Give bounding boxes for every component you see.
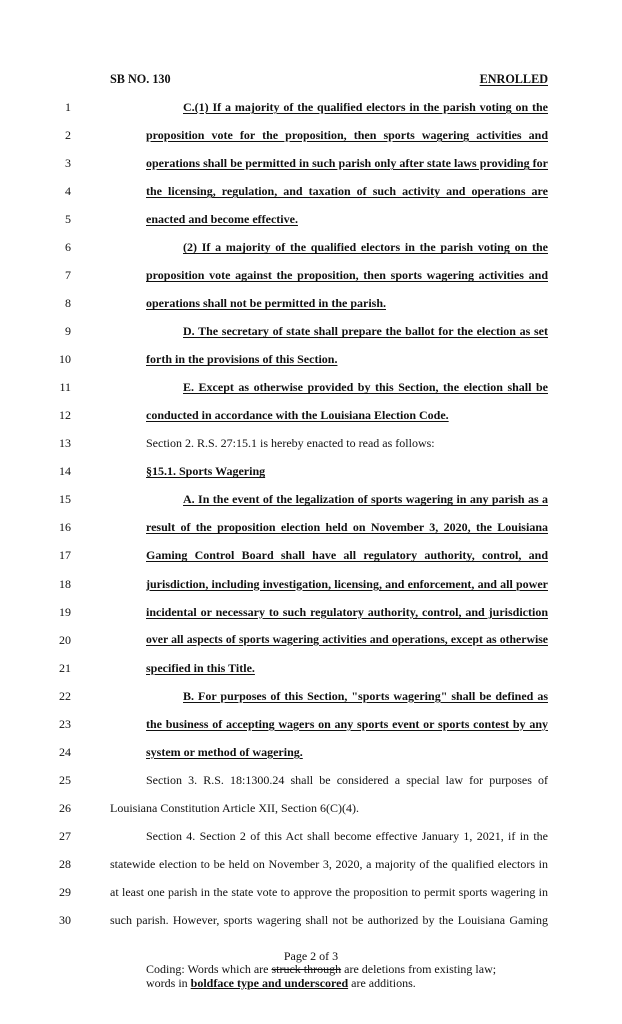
- line-number: 21: [59, 660, 71, 675]
- line-number: 29: [59, 884, 71, 899]
- line-number: 18: [59, 576, 71, 591]
- inserted-text: system or method of wagering.: [146, 744, 303, 759]
- line-text: Louisiana Constitution Article XII, Section 6(C)(4).: [110, 800, 359, 815]
- inserted-text: enacted and become effective.: [146, 212, 298, 227]
- document-line: [0, 798, 622, 818]
- document-line: [0, 602, 622, 622]
- inserted-text: D. The secretary of state shall prepare the ballot for the election as set: [183, 324, 548, 339]
- coding-text: words in: [146, 976, 191, 990]
- line-number: 28: [59, 856, 71, 871]
- line-number: 14: [59, 464, 71, 479]
- line-number: 15: [59, 492, 71, 507]
- line-text: Section 2. R.S. 27:15.1 is hereby enacted to read as follows:: [146, 436, 435, 451]
- document-line: [0, 489, 622, 509]
- inserted-text: C.(1) If a majority of the qualified electors in the parish voting on the: [183, 100, 548, 114]
- document-line: [0, 293, 622, 313]
- document-line: [0, 153, 622, 173]
- document-line: [0, 377, 622, 397]
- line-text: Section 3. R.S. 18:1300.24 shall be considered a special law for purposes of: [146, 772, 548, 787]
- document-line: [0, 545, 622, 565]
- document-line: [0, 209, 622, 229]
- inserted-text: over all aspects of sports wagering activities and operations, except as otherwise: [146, 632, 548, 646]
- line-number: 4: [65, 184, 71, 199]
- inserted-text: B. For purposes of this Section, "sports wagering" shall be defined as: [183, 688, 548, 703]
- line-number: 17: [59, 548, 71, 563]
- document-line: [0, 433, 622, 453]
- inserted-text: (2) If a majority of the qualified electors in the parish voting on the: [183, 240, 548, 255]
- document-line: [0, 265, 622, 285]
- document-line: [0, 882, 622, 902]
- line-number: 30: [59, 912, 71, 927]
- line-number: 2: [65, 128, 71, 143]
- coding-legend-line-1: [146, 962, 546, 976]
- inserted-text: forth in the provisions of this Section.: [146, 352, 338, 367]
- line-number: 20: [59, 632, 71, 647]
- document-line: [0, 686, 622, 706]
- document-line: [0, 770, 622, 790]
- line-text: statewide election to be held on November 3, 2020, a majority of the qualified electors in: [110, 856, 548, 871]
- line-number: 13: [59, 436, 71, 451]
- document-line: [0, 630, 622, 650]
- document-line: [0, 125, 622, 145]
- coding-text: are additions.: [348, 976, 416, 990]
- inserted-text: the licensing, regulation, and taxation of such activity and operations are: [146, 184, 548, 199]
- enrollment-status: ENROLLED: [479, 72, 548, 86]
- inserted-text: incidental or necessary to such regulatory authority, control, and jurisdiction: [146, 604, 548, 619]
- line-number: 27: [59, 828, 71, 843]
- line-number: 8: [65, 296, 71, 311]
- document-line: [0, 349, 622, 369]
- line-number: 16: [59, 520, 71, 535]
- document-line: [0, 517, 622, 537]
- document-line: [0, 574, 622, 594]
- inserted-text: Gaming Control Board shall have all regulatory authority, control, and: [146, 548, 548, 563]
- document-line: [0, 910, 622, 930]
- document-line: [0, 742, 622, 762]
- document-line: [0, 854, 622, 874]
- inserted-text: conducted in accordance with the Louisiana Election Code.: [146, 408, 449, 423]
- line-text: Section 4. Section 2 of this Act shall become effective January 1, 2021, if in the: [146, 828, 548, 843]
- document-line: [0, 658, 622, 678]
- inserted-text: operations shall be permitted in such parish only after state laws providing for: [146, 156, 548, 171]
- coding-legend: [146, 962, 546, 990]
- inserted-text: proposition vote against the proposition, then sports wagering activities and: [146, 268, 548, 283]
- document-line: [0, 826, 622, 846]
- line-number: 5: [65, 212, 71, 227]
- document-line: [0, 405, 622, 425]
- coding-legend-line-2: [146, 976, 546, 990]
- document-line: [0, 237, 622, 257]
- inserted-text: proposition vote for the proposition, then sports wagering activities and: [146, 128, 548, 143]
- bill-number: SB NO. 130: [110, 72, 171, 86]
- document-line: [0, 461, 622, 481]
- inserted-text: E. Except as otherwise provided by this Section, the election shall be: [183, 380, 548, 395]
- struck-through-example: struck through: [271, 962, 342, 976]
- inserted-text: §15.1. Sports Wagering: [146, 464, 266, 479]
- document-line: [0, 181, 622, 201]
- line-number: 6: [65, 240, 71, 255]
- document-line: [0, 97, 622, 117]
- inserted-text: the business of accepting wagers on any sports event or sports contest by any: [146, 716, 548, 731]
- line-number: 25: [59, 772, 71, 787]
- inserted-text: result of the proposition election held on November 3, 2020, the Louisiana: [146, 520, 548, 535]
- line-number: 10: [59, 352, 71, 367]
- page-number: Page 2 of 3: [283, 949, 339, 963]
- coding-text: Coding: Words which are: [146, 962, 272, 976]
- line-number: 19: [59, 604, 71, 619]
- boldface-underscored-example: boldface type and underscored: [190, 976, 349, 990]
- line-number: 24: [59, 744, 71, 759]
- line-number: 12: [59, 408, 71, 423]
- line-number: 7: [65, 268, 71, 283]
- line-number: 23: [59, 716, 71, 731]
- document-line: [0, 714, 622, 734]
- line-number: 3: [65, 156, 71, 171]
- inserted-text: A. In the event of the legalization of sports wagering in any parish as a: [183, 492, 548, 507]
- inserted-text: specified in this Title.: [146, 660, 255, 675]
- line-number: 22: [59, 688, 71, 703]
- inserted-text: jurisdiction, including investigation, licensing, and enforcement, and all power: [146, 576, 548, 591]
- line-text: such parish. However, sports wagering shall not be authorized by the Louisiana Gaming: [110, 912, 548, 927]
- line-number: 1: [65, 100, 71, 114]
- line-number: 11: [59, 380, 71, 395]
- coding-text: are deletions from existing law;: [341, 962, 497, 976]
- line-text: at least one parish in the state vote to approve the proposition to permit sports wagering in: [110, 884, 548, 899]
- line-number: 26: [59, 800, 71, 815]
- inserted-text: operations shall not be permitted in the parish.: [146, 296, 387, 311]
- line-number: 9: [65, 324, 71, 339]
- document-line: [0, 321, 622, 341]
